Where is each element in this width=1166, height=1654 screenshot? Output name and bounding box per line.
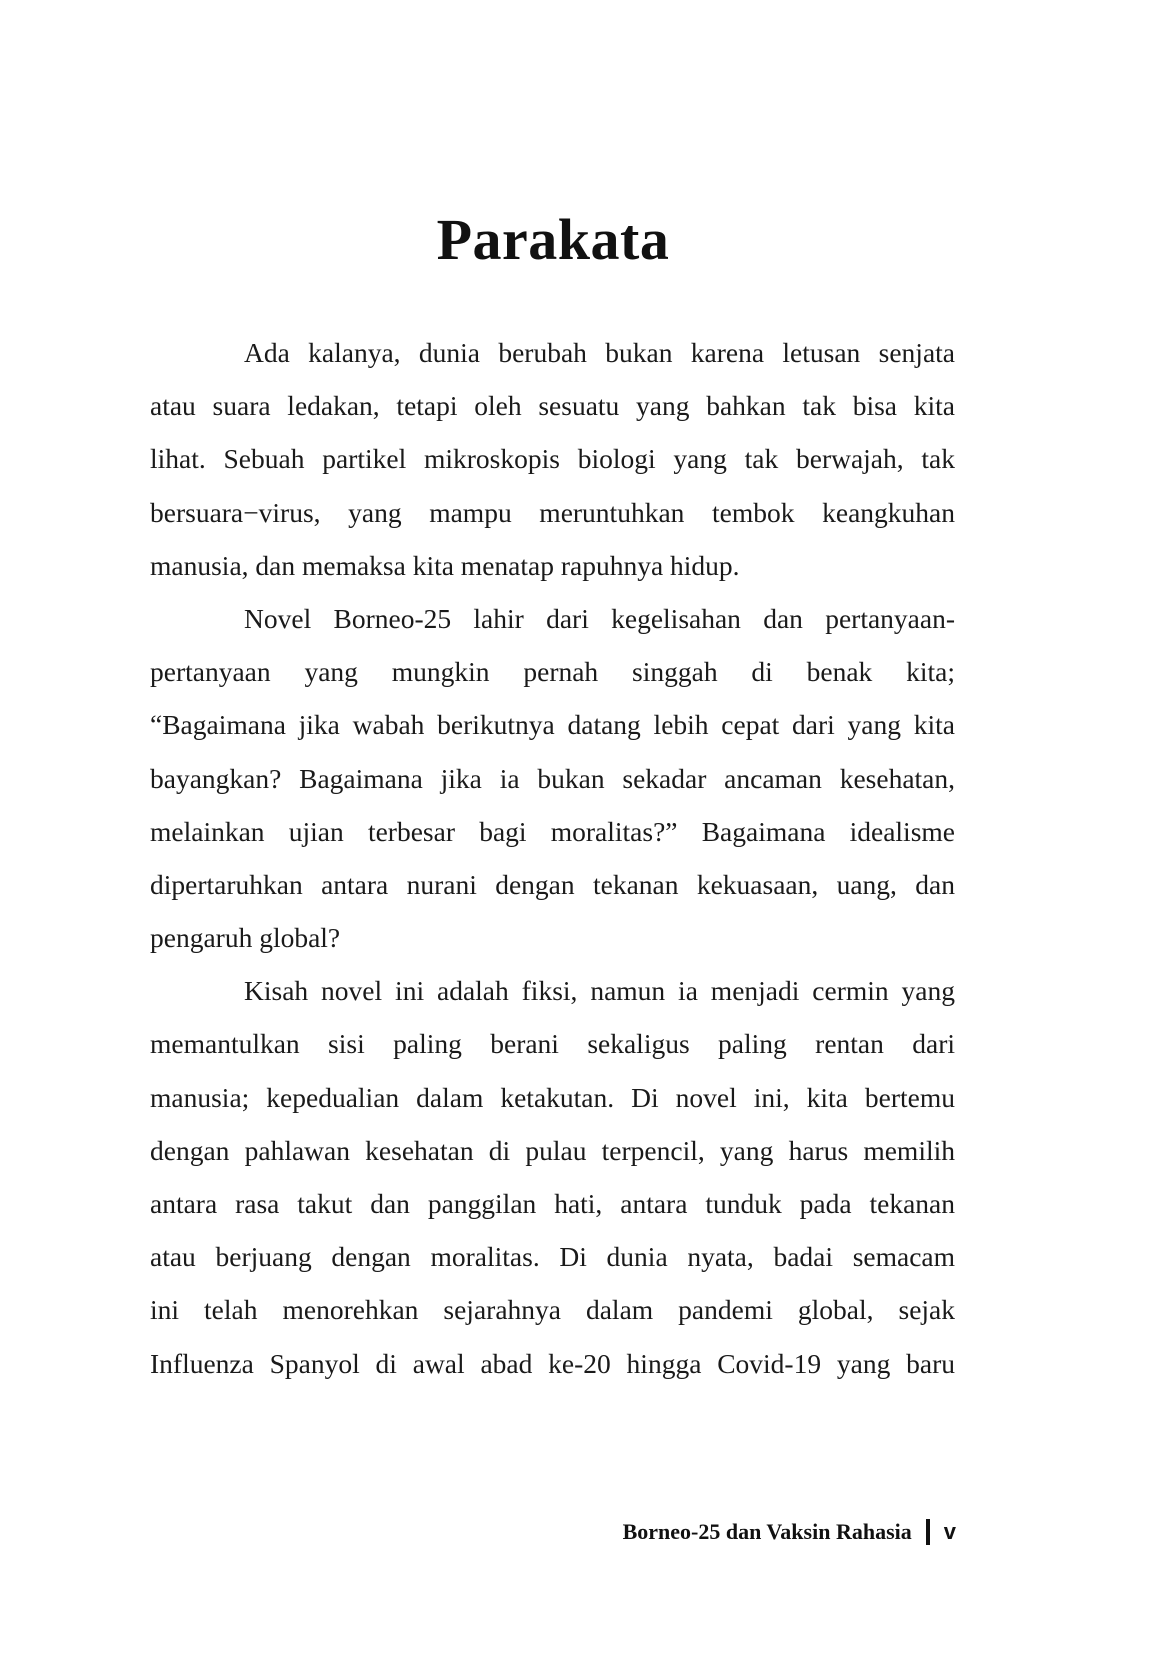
paragraph-2-line-3: “Bagaimana jika wabah berikutnya datang lebih cepat dari yang kita [150, 709, 955, 741]
paragraph-3-line-6: atau berjuang dengan moralitas. Di dunia nyata, badai semacam [150, 1241, 955, 1273]
paragraph-3-line-2: memantulkan sisi paling berani sekaligus paling rentan dari [150, 1028, 955, 1060]
paragraph-1-line-5: manusia, dan memaksa kita menatap rapuhnya hidup. [150, 549, 740, 581]
paragraph-2-line-7: pengaruh global? [150, 922, 341, 954]
paragraph-3-line-3: manusia; kepedualian dalam ketakutan. Di novel ini, kita bertemu [150, 1081, 955, 1113]
paragraph-3-line-8: Influenza Spanyol di awal abad ke-20 hingga Covid-19 yang baru [150, 1347, 955, 1379]
body-text [150, 326, 955, 1390]
footer-book-title: Borneo-25 dan Vaksin Rahasia [622, 1519, 912, 1544]
paragraph-1-line-2: atau suara ledakan, tetapi oleh sesuatu yang bahkan tak bisa kita [150, 390, 955, 422]
paragraph-3-line-5: antara rasa takut dan panggilan hati, antara tunduk pada tekanan [150, 1188, 955, 1219]
chapter-title: Parakata [436, 207, 670, 272]
paragraph-1-line-4: bersuara−virus, yang mampu meruntuhkan tembok keangkuhan [150, 496, 955, 528]
paragraph-3-line-7: ini telah menorehkan sejarahnya dalam pandemi global, sejak [150, 1294, 955, 1326]
paragraph-1-line-1: Ada kalanya, dunia berubah bukan karena letusan senjata [244, 337, 955, 368]
running-footer [623, 1512, 956, 1552]
paragraph-3-line-4: dengan pahlawan kesehatan di pulau terpencil, yang harus memilih [150, 1134, 955, 1166]
paragraph-2-line-5: melainkan ujian terbesar bagi moralitas?” Bagaimana idealisme [150, 815, 955, 847]
footer-separator [926, 1519, 930, 1545]
page-number: v [943, 1519, 956, 1544]
paragraph-1-line-3: lihat. Sebuah partikel mikroskopis biologi yang tak berwajah, tak [150, 443, 955, 475]
paragraph-3-line-1: Kisah novel ini adalah fiksi, namun ia menjadi cermin yang [244, 975, 955, 1007]
paragraph-2-line-1: Novel Borneo-25 lahir dari kegelisahan dan pertanyaan- [244, 602, 955, 634]
paragraph-2-line-2: pertanyaan yang mungkin pernah singgah di benak kita; [150, 656, 955, 688]
paragraph-2-line-4: bayangkan? Bagaimana jika ia bukan sekadar ancaman kesehatan, [150, 762, 955, 794]
paragraph-2-line-6: dipertaruhkan antara nurani dengan tekanan kekuasaan, uang, dan [150, 868, 955, 900]
